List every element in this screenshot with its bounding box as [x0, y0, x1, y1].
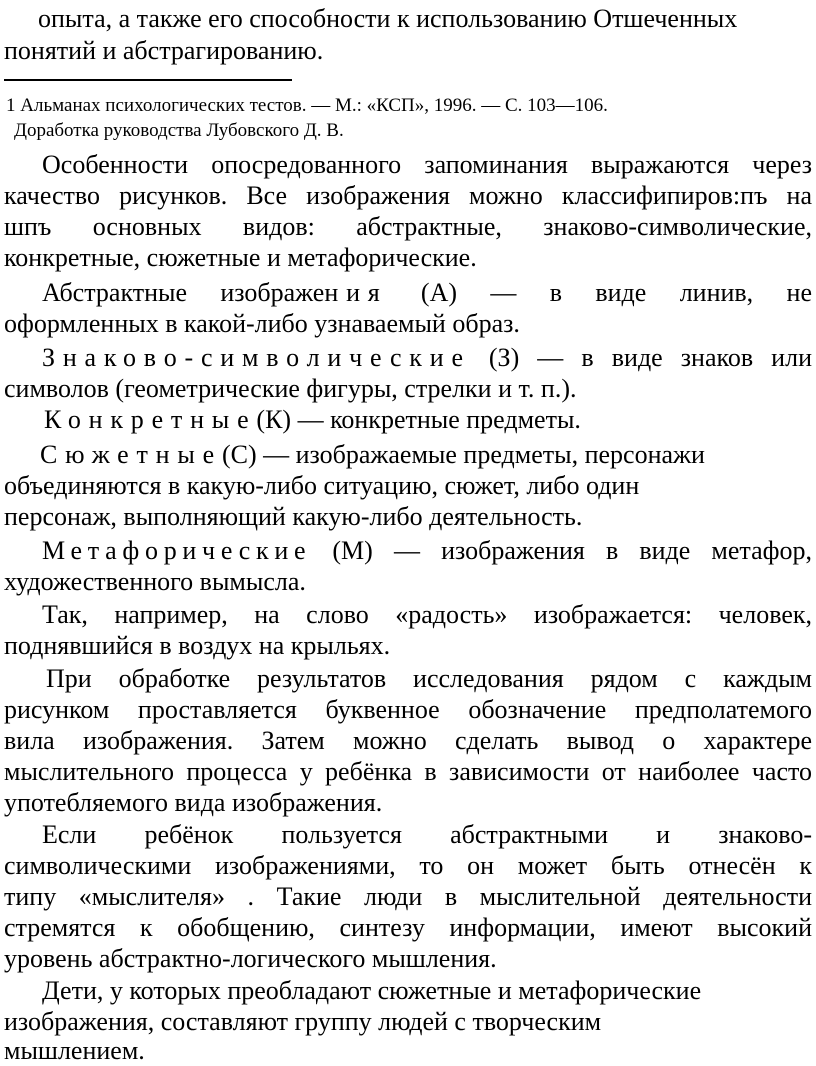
p2-rest: (А) — в виде линив, не [387, 278, 813, 307]
p7-line-1: Так, например, на слово «радость» изображается: человек, [42, 600, 812, 629]
p5-line-3: персонаж, выполняющий какую-либо деятельность. [4, 502, 583, 531]
footnote-line-2: Доработка руководства Лубовского Д. В. [14, 120, 344, 141]
p2-spaced: ния [324, 278, 388, 307]
p6-spaced: Метафорические [42, 536, 312, 565]
p3-spaced: Знаково-символические [42, 343, 471, 372]
p8-line-4: мыслительного процесса у ребёнка в зависимости от наиболее часто [4, 757, 812, 786]
p9-line-2: символическими изображениями, то он может быть отнесён к [4, 851, 812, 880]
p8-line-5: употебляемого вида изображения. [4, 788, 383, 817]
p8-line-1: При обработке результатов исследования рядом с каждым [46, 664, 812, 693]
p4-rest: (К) — конкретные предметы. [256, 405, 581, 434]
intro-line-2: понятий и абстрагированию. [4, 36, 324, 65]
p5-spaced: Сюжетные [40, 440, 222, 469]
p9-line-4: стремятся к обобщению, синтезу информации, имеют высокий [4, 913, 812, 942]
p8-line-3: вила изображения. Затем можно сделать вывод о характере [4, 726, 812, 755]
p3-rest: (З) — в виде знаков или [470, 343, 812, 372]
footnote-line-1: 1 Альманах психологических тестов. — М.: «КСП», 1996. — С. 103—106. [6, 95, 608, 116]
p2-line-1 [42, 278, 812, 308]
p6-line-2: художественного вымысла. [4, 567, 306, 596]
p9-line-1: Если ребёнок пользуется абстрактными и знаково- [42, 820, 812, 849]
p9-line-3: типу «мыслителя» . Такие люди в мыслительной деятельности [4, 882, 812, 911]
p1-line-4: конкретные, сюжетные и метафорические. [4, 243, 477, 272]
p3-line-2: символов (геометрические фигуры, стрелки и т. п.). [4, 374, 577, 403]
p3-line-1 [42, 343, 812, 373]
p1-line-1: Особенности опосредованного запоминания выражаются через [42, 150, 812, 179]
p9-line-5: уровень абстрактно-логического мышления. [4, 944, 497, 973]
p1-line-2: качество рисунков. Все изображения можно классифипиров:пъ на [4, 181, 812, 210]
p5-rest: (С) — изображаемые предметы, персонажи [221, 440, 705, 469]
p2-line-2: оформленных в какой-либо узнаваемый образ. [4, 309, 520, 338]
p1-line-3: шпъ основных видов: абстрактные, знаково-символические, [4, 212, 812, 241]
p5-line-2: объединяются в какую-либо ситуацию, сюжет, либо один [4, 471, 640, 500]
footnote-separator [4, 79, 292, 81]
p6-rest: (М) — изображения в виде метафор, [311, 536, 812, 565]
intro-line-1: опыта, а также его способности к использованию Отшеченных [38, 4, 738, 33]
p5-line-1 [40, 440, 812, 470]
p10-line-1: Дети, у которых преобладают сюжетные и метафорические [42, 976, 702, 1005]
p7-line-2: поднявшийся в воздух на крыльях. [4, 631, 391, 660]
p4-spaced: Конкретные [44, 405, 257, 434]
p4-line-1 [44, 405, 812, 435]
p10-line-3: мышлением. [4, 1036, 145, 1065]
p10-line-2: изображения, составляют группу людей с творческим [4, 1007, 602, 1036]
p2-lead: Абстрактные изображе [42, 278, 325, 307]
p6-line-1 [42, 536, 812, 566]
p8-line-2: рисунком проставляется буквенное обозначение предполатемого [4, 695, 812, 724]
